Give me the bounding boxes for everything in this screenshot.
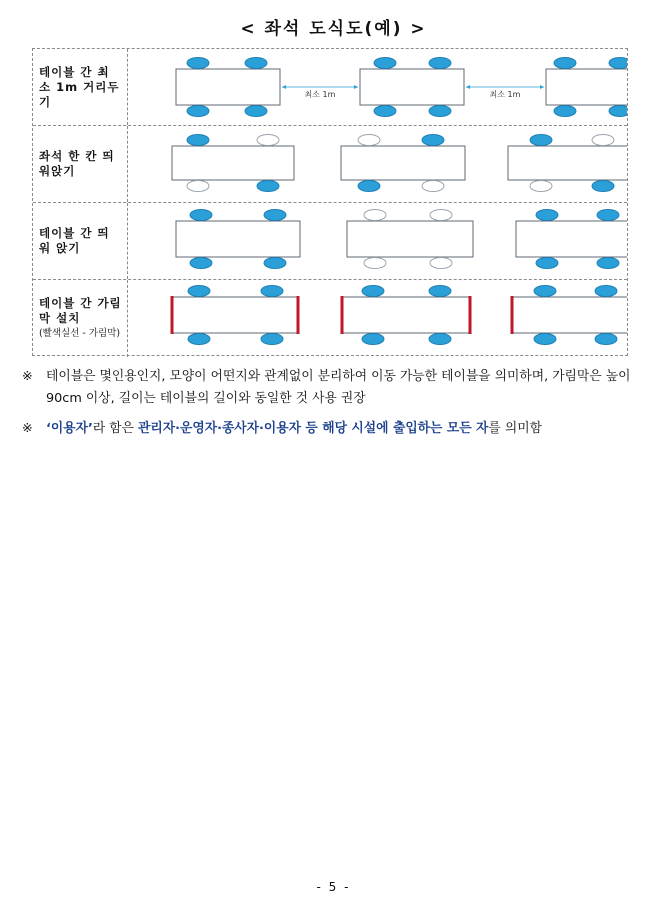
row-label-cell [33,126,128,202]
occupied-chair [422,135,444,146]
occupied-chair [187,135,209,146]
table [516,221,627,257]
empty-chair [530,181,552,192]
occupied-chair [188,334,210,345]
table [512,297,627,333]
table [172,146,294,180]
occupied-chair [597,258,619,269]
diagram-row-skip-seat [33,126,627,203]
empty-chair [430,210,452,221]
row-label: 테이블 간 최 소 1m 거리두 기 [39,64,120,109]
table [176,221,300,257]
row-scene [128,203,627,280]
diagram-row-distance [33,49,627,126]
distance-label: 최소 1m [489,90,521,99]
occupied-chair [429,58,451,69]
empty-chair [358,135,380,146]
occupied-chair [609,58,627,69]
highlighted-text: ‘이용자’ [46,421,93,436]
row-label: 좌석 한 칸 띄 워앉기 [39,149,115,178]
occupied-chair [245,106,267,117]
empty-chair [257,135,279,146]
occupied-chair [597,210,619,221]
note-text [46,369,630,406]
diagram-row-partition [33,280,627,357]
page-number: - 5 - [316,880,351,894]
note-text [46,421,542,436]
occupied-chair [429,286,451,297]
occupied-chair [530,135,552,146]
occupied-chair [264,210,286,221]
empty-chair [364,258,386,269]
occupied-chair [534,334,556,345]
table [341,146,465,180]
occupied-chair [362,286,384,297]
empty-chair [364,210,386,221]
empty-chair [592,135,614,146]
seating-diagram [32,48,628,356]
table [508,146,627,180]
empty-chair [187,181,209,192]
arrow-head [540,85,544,89]
note-fragment: 를 의미함 [488,421,542,436]
occupied-chair [534,286,556,297]
reference-mark: ※ [22,421,33,436]
diagram-row-skip-table [33,203,627,280]
page-title: < 좌석 도식도(예) > [240,19,427,39]
occupied-chair [187,58,209,69]
occupied-chair [429,106,451,117]
occupied-chair [257,181,279,192]
occupied-chair [358,181,380,192]
occupied-chair [536,210,558,221]
row-label-cell [33,280,128,357]
highlighted-text: 관리자·운영자·종사자·이용자 등 해당 시설에 출입하는 모든 자 [138,421,489,436]
occupied-chair [190,258,212,269]
row-label-cell [33,203,128,279]
note-item [22,366,652,410]
occupied-chair [188,286,210,297]
occupied-chair [261,286,283,297]
row-label-cell [33,49,128,125]
distance-label: 최소 1m [304,90,336,99]
note-fragment: 라 함은 [92,421,139,436]
table [176,69,280,105]
empty-chair [430,258,452,269]
row-scene [128,280,627,357]
row-label: 테이블 간 띄 워 앉기 [39,226,110,255]
occupied-chair [374,106,396,117]
occupied-chair [374,58,396,69]
occupied-chair [187,106,209,117]
row-scene [128,126,627,203]
note-fragment: 테이블은 몇인용인지, 모양이 어떤지와 관계없이 분리하여 이동 가능한 테이블을 의미하며, 가림막은 높이 90cm 이상, 길이는 테이블의 길이와 동일한 것 사용 권장 [46,369,631,406]
occupied-chair [429,334,451,345]
occupied-chair [261,334,283,345]
occupied-chair [554,106,576,117]
occupied-chair [595,286,617,297]
occupied-chair [592,181,614,192]
reference-mark: ※ [22,369,33,384]
occupied-chair [245,58,267,69]
table [360,69,464,105]
occupied-chair [536,258,558,269]
row-label: 테이블 간 가림 막 설치 (빨색실선 - 가림막) [39,296,122,339]
arrow-head [354,85,358,89]
arrow-head [282,85,286,89]
notes [22,366,652,448]
table [347,221,473,257]
note-item [22,418,652,440]
occupied-chair [264,258,286,269]
occupied-chair [190,210,212,221]
occupied-chair [362,334,384,345]
empty-chair [422,181,444,192]
table [546,69,627,105]
occupied-chair [554,58,576,69]
occupied-chair [609,106,627,117]
occupied-chair [595,334,617,345]
table [172,297,298,333]
arrow-head [466,85,470,89]
row-scene [128,49,627,126]
table [342,297,470,333]
